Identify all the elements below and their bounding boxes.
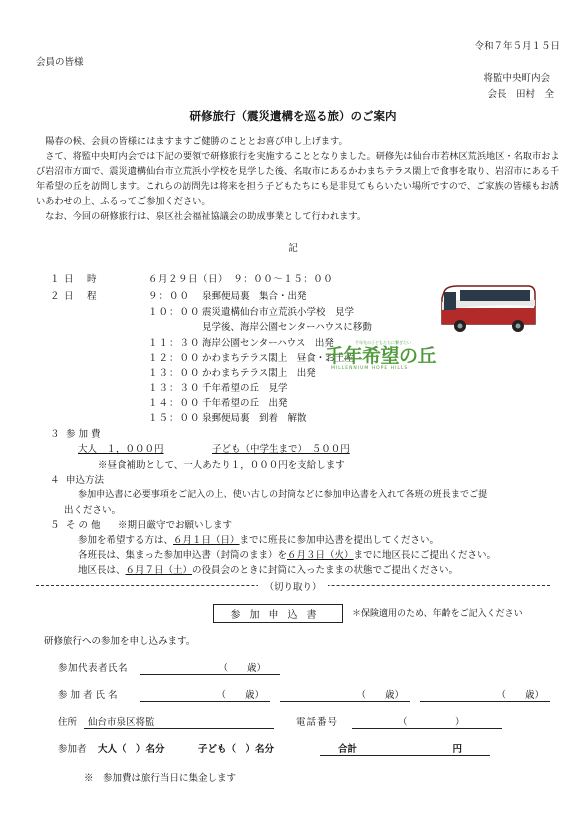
rep-name-field[interactable] — [140, 660, 280, 675]
deadline-2-date: ６月３日（火） — [287, 550, 354, 561]
schedule-text: 千年希望の丘 出発 — [202, 398, 288, 409]
greeting-paragraph: 陽春の候、会員の皆様にはますますご健勝のこととお喜び申し上げます。 — [45, 136, 348, 147]
participant-3-field[interactable] — [420, 687, 550, 702]
item-1-label: 日 時 — [64, 274, 99, 285]
schedule-text: 泉郵便局裏 集合・出発 — [202, 291, 307, 302]
schedule-time: ９：００ — [148, 291, 191, 302]
schedule-text: 千年希望の丘 見学 — [202, 383, 288, 394]
adult-count[interactable]: 大人（ ）名分 — [98, 744, 165, 755]
apply-text-line2: 出ください。 — [64, 505, 122, 516]
total-field[interactable] — [320, 741, 490, 756]
item-2-number: ２ — [50, 291, 60, 302]
deadline-line-3 — [78, 562, 458, 576]
item-2-label: 日 程 — [64, 291, 99, 302]
subsidy-paragraph: なお、今回の研修旅行は、泉区社会福祉協議会の助成事業として行われます。 — [45, 211, 367, 222]
item-5-label: その他 — [66, 520, 104, 531]
address-label: 住所 — [58, 717, 78, 728]
millennium-hope-hills-logo — [325, 340, 436, 371]
schedule-text: 震災遺構仙台市立荒浜小学校 見学 — [202, 307, 355, 318]
cut-label — [0, 579, 586, 593]
bus-illustration — [438, 284, 538, 339]
logo-tagline: 千年先の子どもたちに繋ぎたい — [355, 340, 411, 345]
address-prefill: 仙台市泉区将監 — [88, 717, 155, 728]
deadline-1-date: ６月１日（日） — [173, 535, 240, 546]
phone-field[interactable] — [352, 714, 502, 729]
participant-2-field[interactable] — [280, 687, 410, 702]
deadline-3-suffix: の役員会のときに封筒に入ったままの状態でご提出ください。 — [192, 565, 459, 576]
recipient: 会員の皆様 — [36, 57, 84, 68]
schedule-time: １５：００ — [148, 413, 201, 424]
total-label: 合計 — [338, 744, 358, 755]
schedule-time: １３：３０ — [148, 383, 201, 394]
schedule-text: かわまちテラス閖上 昼食・お土産 — [202, 353, 354, 364]
schedule-time: １３：００ — [148, 368, 201, 379]
schedule-text: かわまちテラス閖上 出発 — [202, 368, 316, 379]
organization-name: 将監中央町内会 — [483, 73, 550, 84]
item-4-number: ４ — [50, 475, 60, 486]
schedule-time: １２：００ — [148, 353, 201, 364]
schedule-time: １０：００ — [148, 307, 201, 318]
schedule-text: 海岸公園センターハウス 出発 — [202, 338, 334, 349]
fee-adult-text: 大人 １，０００円 — [78, 444, 164, 455]
deadline-3-date: ６月７日（土） — [125, 565, 193, 576]
rep-name-label: 参加代表者氏名 — [58, 663, 129, 674]
participant-3-age: （ 歳） — [496, 690, 544, 701]
logo-main-text: 千年希望の丘 — [325, 345, 437, 367]
deadline-1-suffix: までに班長に参加申込書を提出してください。 — [239, 535, 440, 546]
item-5-number: ５ — [50, 520, 60, 531]
phone-label: 電話番号 — [296, 717, 339, 728]
schedule-time: １１：３０ — [148, 338, 201, 349]
deadline-2-prefix: 各班長は、集まった参加申込書（封筒のまま）を — [78, 550, 288, 561]
schedule-text: 泉郵便局裏 到着 解散 — [202, 413, 307, 424]
page-title: 研修旅行（震災遺構を巡る旅）のご案内 — [189, 109, 397, 123]
item-4-label: 申込方法 — [66, 475, 105, 486]
participants-label: 参加者氏名 — [58, 690, 121, 701]
fee-child-text: 子ども（中学生まで） ５００円 — [212, 444, 350, 455]
deadline-strict-note: ※期日厳守でお願いします — [118, 520, 233, 531]
participant-1-age: （ 歳） — [216, 690, 264, 701]
total-yen: 円 — [452, 744, 462, 755]
item-1-number: １ — [50, 274, 60, 285]
form-note: ＊保険適用のため、年齢をご記入ください — [352, 609, 523, 619]
deadline-line-2 — [78, 547, 496, 561]
item-3-number: ３ — [50, 429, 60, 440]
phone-paren: （ ） — [398, 717, 465, 728]
form-footnote: ※ 参加費は旅行当日に集金します — [84, 773, 237, 784]
participant-2-age: （ 歳） — [356, 690, 404, 701]
fee-note: ※昼食補助として、一人あたり１，０００円を支給します — [98, 460, 345, 471]
form-intro: 研修旅行への参加を申し込みます。 — [44, 636, 196, 647]
item-3-label: 参加費 — [66, 429, 104, 440]
child-count[interactable]: 子ども（ ）名分 — [198, 744, 275, 755]
chairperson: 会長 田村 全 — [487, 89, 554, 100]
logo-subtitle: MILLENNIUM HOPE HILLS — [331, 366, 409, 371]
ki-heading: 記 — [288, 243, 298, 254]
bus-icon — [438, 284, 538, 336]
schedule-text: 見学後、海岸公園センターハウスに移動 — [202, 322, 372, 333]
deadline-1-prefix: 参加を希望する方は、 — [78, 535, 174, 546]
form-title: 参加申込書 — [213, 604, 343, 623]
fee-adult — [78, 441, 164, 455]
schedule-time: １４：００ — [148, 398, 201, 409]
fee-child — [212, 441, 350, 455]
count-label: 参加者 — [58, 744, 87, 755]
deadline-2-suffix: までに地区長にご提出ください。 — [353, 550, 497, 561]
participant-1-field[interactable] — [140, 687, 270, 702]
address-field[interactable] — [84, 714, 274, 729]
deadline-3-prefix: 地区長は、 — [78, 565, 126, 576]
cut-label-text: （切り取り） — [258, 582, 327, 593]
main-paragraph: さて、将監中央町内会では下記の要領で研修旅行を実施することとなりました。研修先は仙台市若林区荒浜地区・名取市および岩沼市方面で、震災遺構仙台市立荒浜小学校を見学した後、名取市にあるかわまちテラス閖上で食事を取り、岩沼市にある千年希望の丘を訪問します。これらの訪問先は将来を担う子どもたちにも是非見てもらいたい場所ですので、ご家族の皆様もお誘いあわせの上、ふるってご参加ください。 — [36, 151, 560, 207]
document-date: 令和７年５月１５日 — [474, 41, 560, 52]
apply-text-line1: 参加申込書に必要事項をご記入の上、使い古しの封筒などに参加申込書を入れて各班の班長までご提 — [78, 490, 488, 500]
rep-age-paren: （ 歳） — [218, 663, 266, 674]
event-datetime: ６月２９日（日） ９：００～１５：００ — [148, 274, 334, 285]
deadline-line-1 — [78, 532, 439, 546]
